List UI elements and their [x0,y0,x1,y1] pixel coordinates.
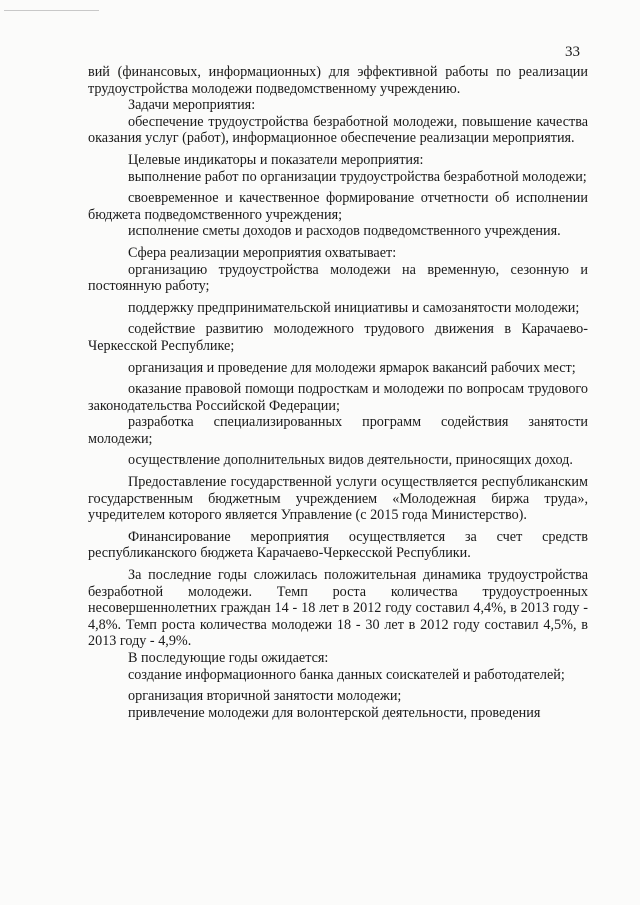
paragraph: организация и проведение для молодежи ярмарок вакансий рабочих мест; [128,359,576,376]
paragraph: В последующие годы ожидается: [128,650,329,666]
paragraph: организацию трудоустройства молодежи на временную, сезонную и постоянную работу; [88,261,588,295]
paragraph: обеспечение трудоустройства безработной молодежи, повышение качества оказания услуг (работ), информационное обеспечение реализации мероприятия. [88,113,588,147]
paragraph: содействие развитию молодежного трудового движения в Карачаево-Черкесской Республике; [88,321,588,354]
body-text [88,64,588,721]
paragraph: За последние годы сложилась положительная динамика трудоустройства безработной молодежи. Темп роста количества трудоустроенных несовершеннолетних граждан 14 - 18 лет в 2012 году составил 4,4%, в 2013 году - 4,8%. Темп роста количества молодежи 18 - 30 лет в 2012 году составил 4,5%, в 2013 году - 4,9%. [88,567,588,650]
paragraph: Задачи мероприятия: [128,97,256,114]
paragraph: Финансирование мероприятия осуществляется за счет средств республиканского бюджета Карачаево-Черкесской Республики. [88,528,588,562]
paragraph: Целевые индикаторы и показатели мероприятия: [128,151,424,168]
paragraph: исполнение сметы доходов и расходов подведомственного учреждения. [128,223,561,240]
paragraph: привлечение молодежи для волонтерской деятельности, проведения [128,704,541,721]
paragraph: Предоставление государственной услуги осуществляется республиканским государственным бюджетным учреждением «Молодежная биржа труда», учредителем которого является Управление (с 2015 года Министерство). [88,474,588,524]
paragraph: оказание правовой помощи подросткам и молодежи по вопросам трудового законодательства Российской Федерации; [88,381,588,414]
paragraph: своевременное и качественное формирование отчетности об исполнении бюджета подведомственного учреждения; [88,190,588,223]
scan-edge-line [4,10,99,11]
paragraph: вий (финансовых, информационных) для эффективной работы по реализации трудоустройства молодежи подведомственному учреждению. [88,64,588,97]
paragraph: организация вторичной занятости молодежи; [128,688,402,705]
paragraph: осуществление дополнительных видов деятельности, приносящих доход. [128,452,573,469]
paragraph: создание информационного банка данных соискателей и работодателей; [128,666,565,683]
paragraph: Сфера реализации мероприятия охватывает: [128,244,397,261]
paragraph: выполнение работ по организации трудоустройства безработной молодежи; [128,168,587,185]
paragraph: поддержку предпринимательской инициативы и самозанятости молодежи; [128,299,580,316]
page-number: 33 [565,44,580,60]
paragraph: разработка специализированных программ содействия занятости молодежи; [88,414,588,447]
